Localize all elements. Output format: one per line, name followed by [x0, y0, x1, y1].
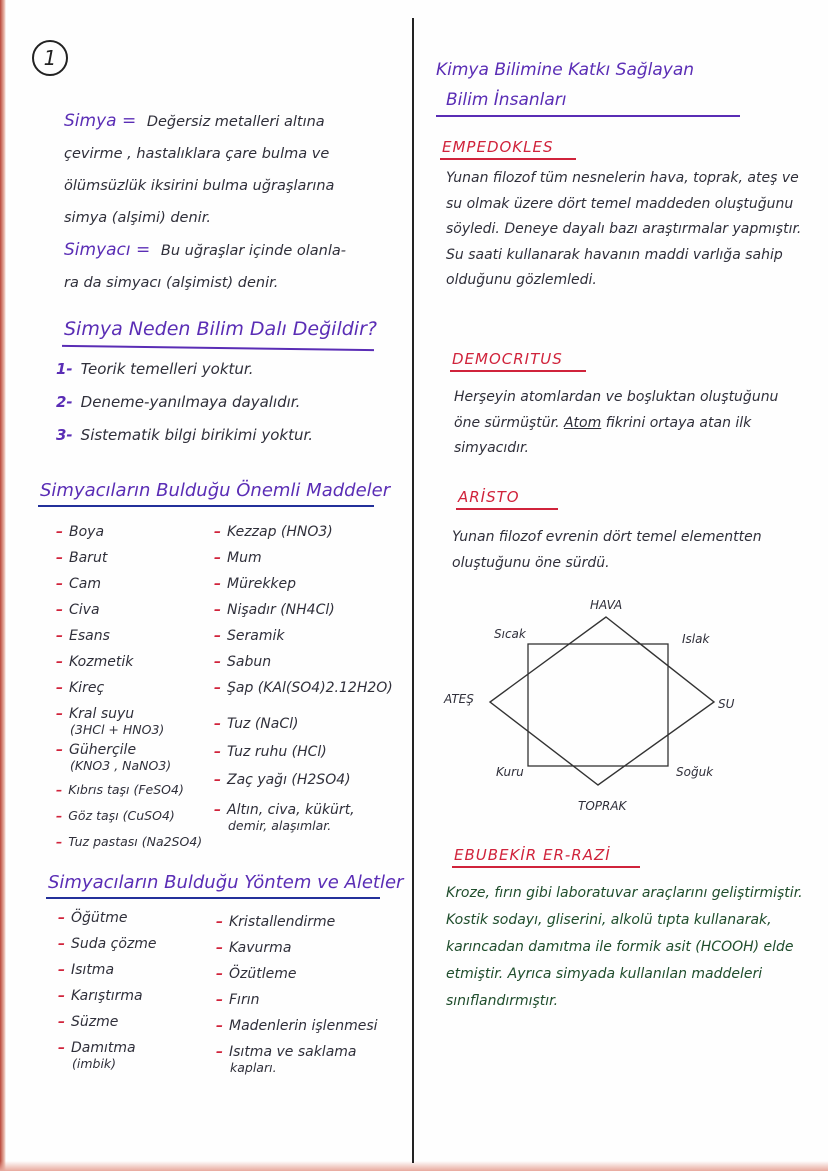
simyaci-line: ra da simyacı (alşimist) denir. — [64, 275, 279, 291]
razi-heading: EBUBEKİR ER-RAZİ — [454, 846, 611, 864]
label-islak: Islak — [682, 632, 710, 646]
list-item: – Tuz ruhu (HCl) — [214, 744, 327, 760]
list-item: – Altın, civa, kükürt, demir, alaşımlar. — [214, 802, 355, 833]
list-item: – Mürekkep — [214, 576, 297, 592]
list-item: – Tuz (NaCl) — [214, 716, 299, 732]
list-item: – Nişadır (NH4Cl) — [214, 602, 335, 618]
heading-underline — [452, 866, 640, 868]
label-su: SU — [718, 697, 735, 711]
list-item: – Kireç — [56, 680, 105, 696]
simya-line: ölümsüzlük iksirini bulma uğraşlarına — [64, 178, 335, 194]
label-hava: HAVA — [590, 598, 623, 612]
list-item: – Zaç yağı (H2SO4) — [214, 772, 351, 788]
list-item: – Damıtma (imbik) — [58, 1040, 136, 1071]
label-ates: ATEŞ — [444, 692, 474, 706]
why-not-science-heading: Simya Neden Bilim Dalı Değildir? — [64, 318, 377, 340]
label-toprak: TOPRAK — [578, 799, 627, 813]
simya-term: Simya = — [64, 111, 137, 131]
list-item: – Cam — [56, 576, 101, 592]
aristo-heading: ARİSTO — [458, 488, 520, 506]
list-item: – Şap (KAl(SO4)2.12H2O) — [214, 680, 393, 696]
democritus-text: Herşeyin atomlardan ve boşluktan oluştuğunu öne sürmüştür. Atom fikrini ortaya atan ilk simyacıdır. — [454, 389, 779, 456]
list-item: – Tuz pastası (Na2SO4) — [56, 834, 203, 849]
list-item: – Kristallendirme — [216, 914, 336, 930]
list-item: – Kezzap (HNO3) — [214, 524, 333, 540]
list-item: – Madenlerin işlenmesi — [216, 1018, 378, 1034]
substances-heading: Simyacıların Bulduğu Önemli Maddeler — [40, 480, 391, 501]
list-item: – Kıbrıs taşı (FeSO4) — [56, 782, 184, 797]
list-item: – Karıştırma — [58, 988, 143, 1004]
democritus-heading: DEMOCRITUS — [452, 350, 563, 368]
list-item: – Göz taşı (CuSO4) — [56, 808, 175, 823]
list-item: 1- Teorik temelleri yoktur. — [56, 360, 254, 378]
list-item: – Isıtma ve saklama kapları. — [216, 1044, 357, 1075]
atom-word: Atom — [563, 414, 602, 431]
list-item: – Sabun — [214, 654, 272, 670]
page-number: 1 — [32, 40, 68, 76]
methods-heading: Simyacıların Bulduğu Yöntem ve Aletler — [48, 872, 404, 893]
simya-line: simya (alşimi) denir. — [64, 210, 211, 226]
list-item: – Barut — [56, 550, 108, 566]
list-item: – Kavurma — [216, 940, 292, 956]
list-item: – Kozmetik — [56, 654, 134, 670]
list-item: – Esans — [56, 628, 110, 644]
list-item: – Civa — [56, 602, 100, 618]
razi-text: Kroze, fırın gibi laboratuvar araçlarını geliştirmiştir. Kostik sodayı, gliserini, alkolü tıpta kullanarak, karıncadan damıtma ile formik asit (HCOOH) elde etmiştir. Ayrıca simyada kullanılan maddeleri sınıflandırmıştır. — [446, 885, 803, 1009]
list-item: – Suda çözme — [58, 936, 157, 952]
list-item: – Öğütme — [58, 910, 128, 926]
list-item: 2- Deneme-yanılmaya dayalıdır. — [56, 393, 301, 411]
list-item: – Isıtma — [58, 962, 115, 978]
list-item: – Süzme — [58, 1014, 119, 1030]
scientists-title-line2: Bilim İnsanları — [446, 90, 567, 110]
elements-diamond — [490, 617, 714, 785]
list-item: – Boya — [56, 524, 105, 540]
list-item: – Özütleme — [216, 966, 297, 982]
simya-line: Değersiz metalleri altına — [146, 114, 325, 130]
list-item: – Seramik — [214, 628, 285, 644]
aristo-text: Yunan filozof evrenin dört temel elementten oluştuğunu öne sürdü. — [452, 529, 762, 571]
empedokles-text: Yunan filozof tüm nesnelerin hava, toprak, ateş ve su olmak üzere dört temel maddeden oluştuğunu söyledi. Deneye dayalı bazı araştırmalar yapmıştır. Su saati kullanarak havanın maddi varlığa sahip olduğunu gözlemledi. — [446, 170, 802, 288]
list-item: 3- Sistematik bilgi birikimi yoktur. — [56, 426, 314, 444]
label-kuru: Kuru — [496, 765, 524, 779]
simyaci-term: Simyacı = — [64, 240, 151, 260]
list-item: – Fırın — [216, 992, 260, 1008]
label-sicak: Sıcak — [494, 627, 526, 641]
list-item: – Güherçile (KNO3 , NaNO3) — [56, 742, 172, 773]
scientists-title-line1: Kimya Bilimine Katkı Sağlayan — [436, 60, 695, 80]
list-item: – Kral suyu (3HCl + HNO3) — [56, 706, 165, 737]
empedokles-heading: EMPEDOKLES — [442, 138, 554, 156]
label-soguk: Soğuk — [676, 765, 714, 779]
simya-line: çevirme , hastalıklara çare bulma ve — [64, 146, 330, 162]
simyaci-line: Bu uğraşlar içinde olanla- — [160, 243, 346, 259]
list-item: – Mum — [214, 550, 262, 566]
